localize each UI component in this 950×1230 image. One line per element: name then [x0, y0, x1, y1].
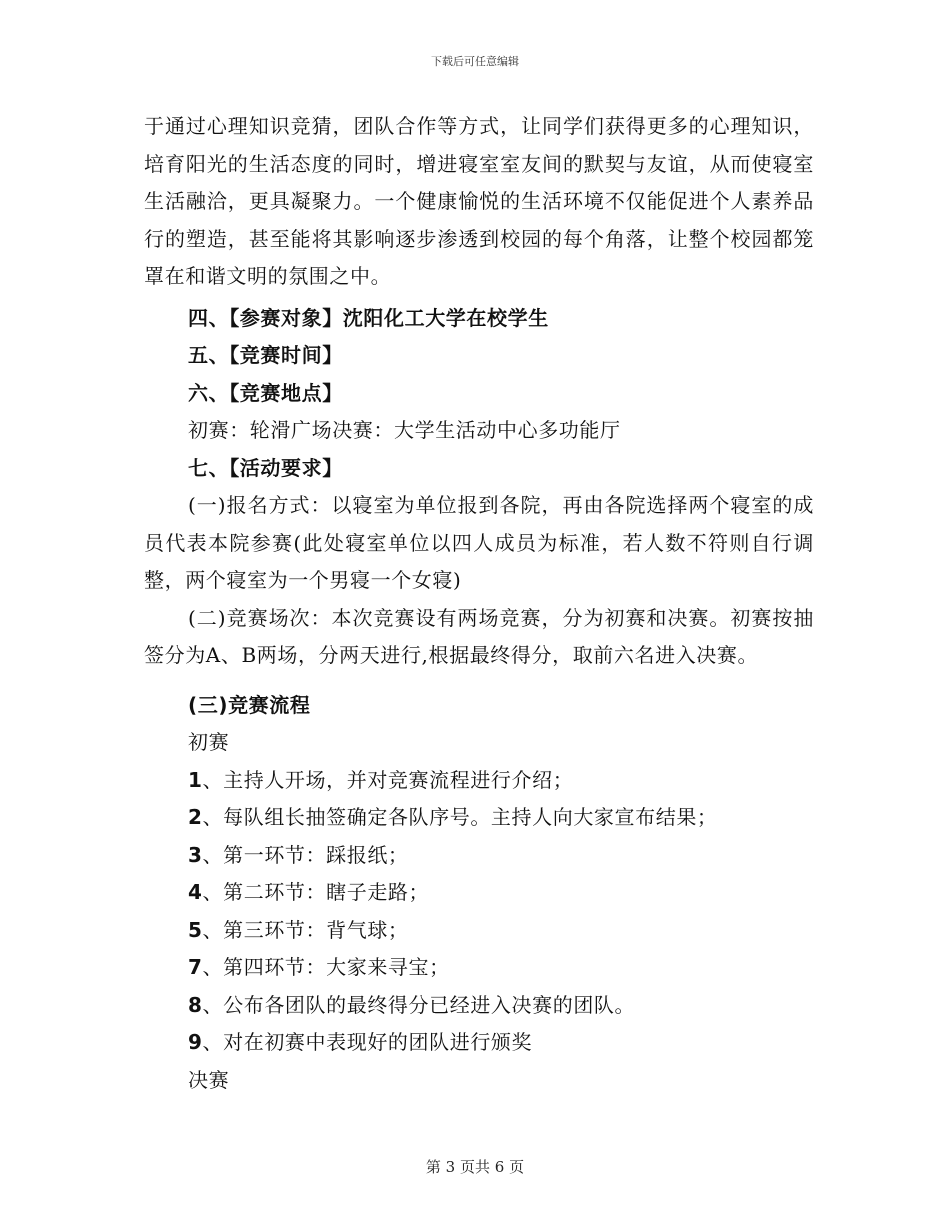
list-item: 3、第一环节：踩报纸； — [188, 842, 409, 867]
section-requirements-heading: 七、【活动要求】 — [188, 455, 343, 480]
section-time-heading: 五、【竞赛时间】 — [188, 343, 343, 367]
registration-paragraph: (一)报名方式：以寝室为单位报到各院，再由各院选择两个寝室的成员代表本院参赛(此处寝室单位以四人成员为标准，若人数不符则自行调整，两个寝室为一个男寝一个女寝) — [144, 493, 814, 592]
list-item: 1、主持人开场，并对竞赛流程进行介绍； — [188, 767, 574, 792]
preliminary-label: 初赛 — [188, 730, 230, 754]
page-header: 下载后可任意编辑 — [431, 55, 519, 68]
section-location-heading: 六、【竞赛地点】 — [188, 380, 343, 405]
competition-rounds-paragraph: (二)竞赛场次：本次竞赛设有两场竞赛，分为初赛和决赛。初赛按抽签分为A、B两场，分两天进行,根据最终得分，取前六名进入决赛。 — [144, 605, 814, 667]
page-footer: 第 3 页共 6 页 — [425, 1158, 525, 1176]
list-item: 8、公布各团队的最终得分已经进入决赛的团队。 — [188, 992, 636, 1017]
list-item: 9、对在初赛中表现好的团队进行颁奖 — [188, 1030, 533, 1054]
list-item: 2、每队组长抽签确定各队序号。主持人向大家宣布结果； — [188, 805, 718, 829]
competition-process-heading: (三)竞赛流程 — [188, 692, 311, 717]
list-item: 7、第四环节：大家来寻宝； — [188, 955, 450, 979]
intro-paragraph: 于通过心理知识竞猜，团队合作等方式，让同学们获得更多的心理知识，培育阳光的生活态度的同时，增进寝室室友间的默契与友谊，从而使寝室生活融洽，更具凝聚力。一个健康愉悦的生活环境不仅能促进个人素养品行的塑造，甚至能将其影响逐步渗透到校园的每个角落，让整个校园都笼罩在和谐文明的氛围之中。 — [144, 114, 814, 288]
location-text: 初赛：轮滑广场决赛：大学生活动中心多功能厅 — [188, 418, 621, 442]
document-body — [144, 108, 814, 1099]
list-item: 4、第二环节：瞎子走路； — [188, 880, 430, 904]
preliminary-steps-list — [144, 762, 814, 1062]
section-participants-heading: 四、【参赛对象】沈阳化工大学在校学生 — [188, 305, 549, 330]
list-item: 5、第三环节：背气球； — [188, 917, 409, 942]
final-label: 决赛 — [188, 1067, 230, 1092]
